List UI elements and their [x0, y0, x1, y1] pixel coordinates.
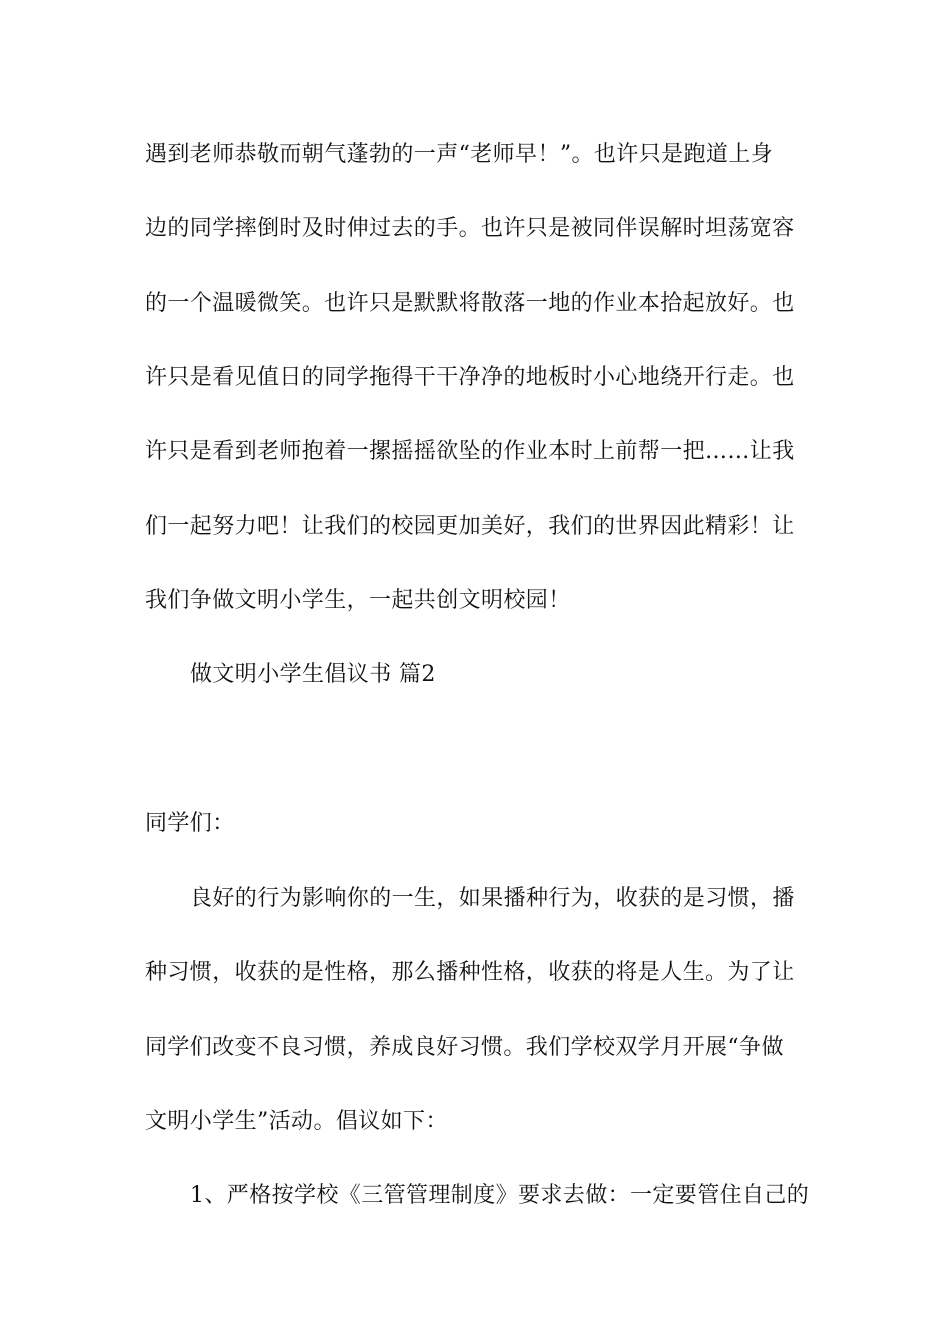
text-line: 边的同学摔倒时及时伸过去的手。也许只是被同伴误解时坦荡宽容: [145, 216, 795, 241]
text-line: 们一起努力吧！让我们的校园更加美好，我们的世界因此精彩！让: [145, 514, 795, 539]
paragraph-line: 良好的行为影响你的一生，如果播种行为，收获的是习惯，播: [190, 886, 795, 911]
text-line: 许只是看到老师抱着一摞摇摇欲坠的作业本时上前帮一把……让我: [145, 439, 795, 464]
text-line: 的一个温暖微笑。也许只是默默将散落一地的作业本拾起放好。也: [145, 291, 795, 316]
text-line: 许只是看见值日的同学拖得干干净净的地板时小心地绕开行走。也: [145, 365, 795, 390]
section-title: 做文明小学生倡议书 篇2: [190, 662, 436, 687]
paragraph-line: 种习惯，收获的是性格，那么播种性格，收获的将是人生。为了让: [145, 960, 795, 985]
text-line: 我们争做文明小学生，一起共创文明校园！: [145, 588, 571, 613]
greeting: 同学们：: [145, 811, 235, 836]
list-item: 1、严格按学校《三管管理制度》要求去做：一定要管住自己的: [190, 1183, 810, 1208]
paragraph-line: 同学们改变不良习惯，养成良好习惯。我们学校双学月开展“争做: [145, 1035, 784, 1060]
paragraph-line: 文明小学生”活动。倡议如下：: [145, 1109, 448, 1134]
text-line: 遇到老师恭敬而朝气蓬勃的一声“老师早！”。也许只是跑道上身: [145, 142, 774, 167]
